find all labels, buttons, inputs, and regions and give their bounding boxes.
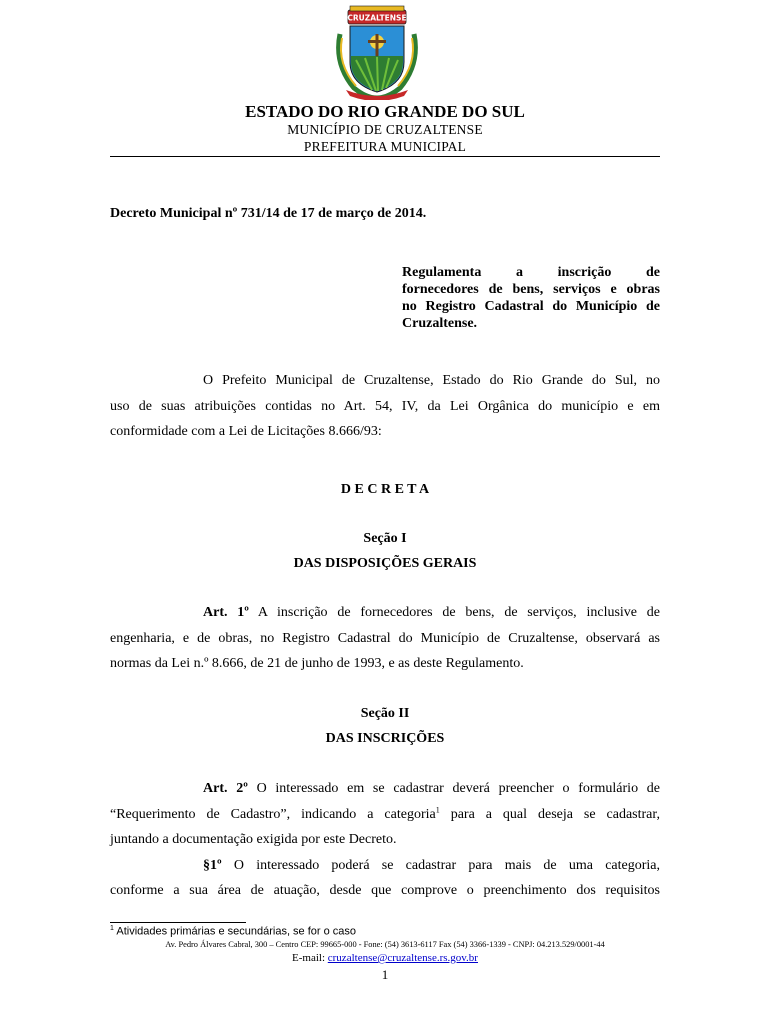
article-2-line (110, 776, 660, 802)
article-2-text: O interessado em se cadastrar deverá preencher o formulário de (256, 781, 661, 796)
ementa-line: no Registro Cadastral do Município de (402, 299, 660, 314)
office-heading: PREFEITURA MUNICIPAL (303, 139, 467, 154)
decree-title: Decreto Municipal nº 731/14 de 17 de março de 2014. (110, 206, 427, 221)
section1-title: Seção I (363, 531, 407, 546)
email-label: E-mail: (292, 952, 328, 964)
article-1-line: engenharia, e de obras, no Registro Cadastral do Município de Cruzaltense, observará as (110, 630, 660, 646)
header-divider (110, 156, 660, 157)
state-heading: ESTADO DO RIO GRANDE DO SUL (245, 102, 525, 121)
section2-title: Seção II (360, 706, 410, 721)
footer-address: Av. Pedro Álvares Cabral, 300 – Centro CEP: 99665-000 - Fone: (54) 3613-6117 Fax (54) 3366-1339 - CNPJ: 04.213.529/0001-44 (165, 940, 605, 949)
preamble-line: uso de suas atribuições contidas no Art. 54, IV, da Lei Orgânica do município e em (110, 398, 660, 414)
footnote-text: Atividades primárias e secundárias, se for o caso (116, 925, 357, 938)
footnote-mark: 1 (110, 925, 114, 932)
article-2 (110, 776, 660, 904)
section2-subtitle: DAS INSCRIÇÕES (325, 731, 445, 746)
preamble-line: conformidade com a Lei de Licitações 8.666/93: (110, 424, 382, 439)
paragraph-1-line: conforme a sua área de atuação, desde que comprove o preenchimento dos requisitos (110, 883, 660, 898)
article-1-text: A inscrição de fornecedores de bens, de serviços, inclusive de (257, 605, 660, 620)
ementa-line: Regulamenta a inscrição de (402, 265, 660, 280)
ementa (402, 264, 660, 332)
paragraph-1-label: §1º (203, 857, 222, 873)
article-1-line: normas da Lei n.º 8.666, de 21 de junho de 1993, e as deste Regulamento. (110, 656, 524, 671)
email-link[interactable]: cruzaltense@cruzaltense.rs.gov.br (327, 952, 478, 964)
page-number: 1 (381, 967, 389, 982)
footnote-ref[interactable]: 1 (435, 804, 440, 814)
paragraph-1-line (110, 853, 660, 879)
footer-email (110, 952, 660, 964)
svg-text:CRUZALTENSE: CRUZALTENSE (347, 13, 407, 23)
article-2-label: Art. 2º (203, 781, 248, 796)
footnote (110, 925, 356, 938)
municipality-heading: MUNICÍPIO DE CRUZALTENSE (287, 122, 483, 137)
preamble-line: O Prefeito Municipal de Cruzaltense, Estado do Rio Grande do Sul, no (203, 373, 660, 388)
article-2-text: “Requerimento de Cadastro”, indicando a categoria (110, 806, 436, 822)
coat-of-arms-logo (332, 4, 422, 100)
footnote-divider (110, 922, 246, 923)
paragraph-1-text: O interessado poderá se cadastrar para mais de uma categoria, (233, 857, 661, 873)
decreta-heading: D E C R E T A (340, 482, 430, 497)
section1-subtitle: DAS DISPOSIÇÕES GERAIS (293, 556, 477, 571)
article-1-line (110, 600, 660, 626)
article-2-text: para a qual deseja se cadastrar, (439, 806, 660, 822)
preamble-paragraph (110, 368, 660, 445)
ementa-line: fornecedores de bens, serviços e obras (402, 282, 660, 297)
article-1-label: Art. 1º (203, 605, 249, 620)
article-2-line (110, 802, 660, 828)
article-1 (110, 600, 660, 677)
ementa-line: Cruzaltense. (402, 316, 478, 331)
article-2-line: juntando a documentação exigida por este Decreto. (110, 832, 397, 847)
